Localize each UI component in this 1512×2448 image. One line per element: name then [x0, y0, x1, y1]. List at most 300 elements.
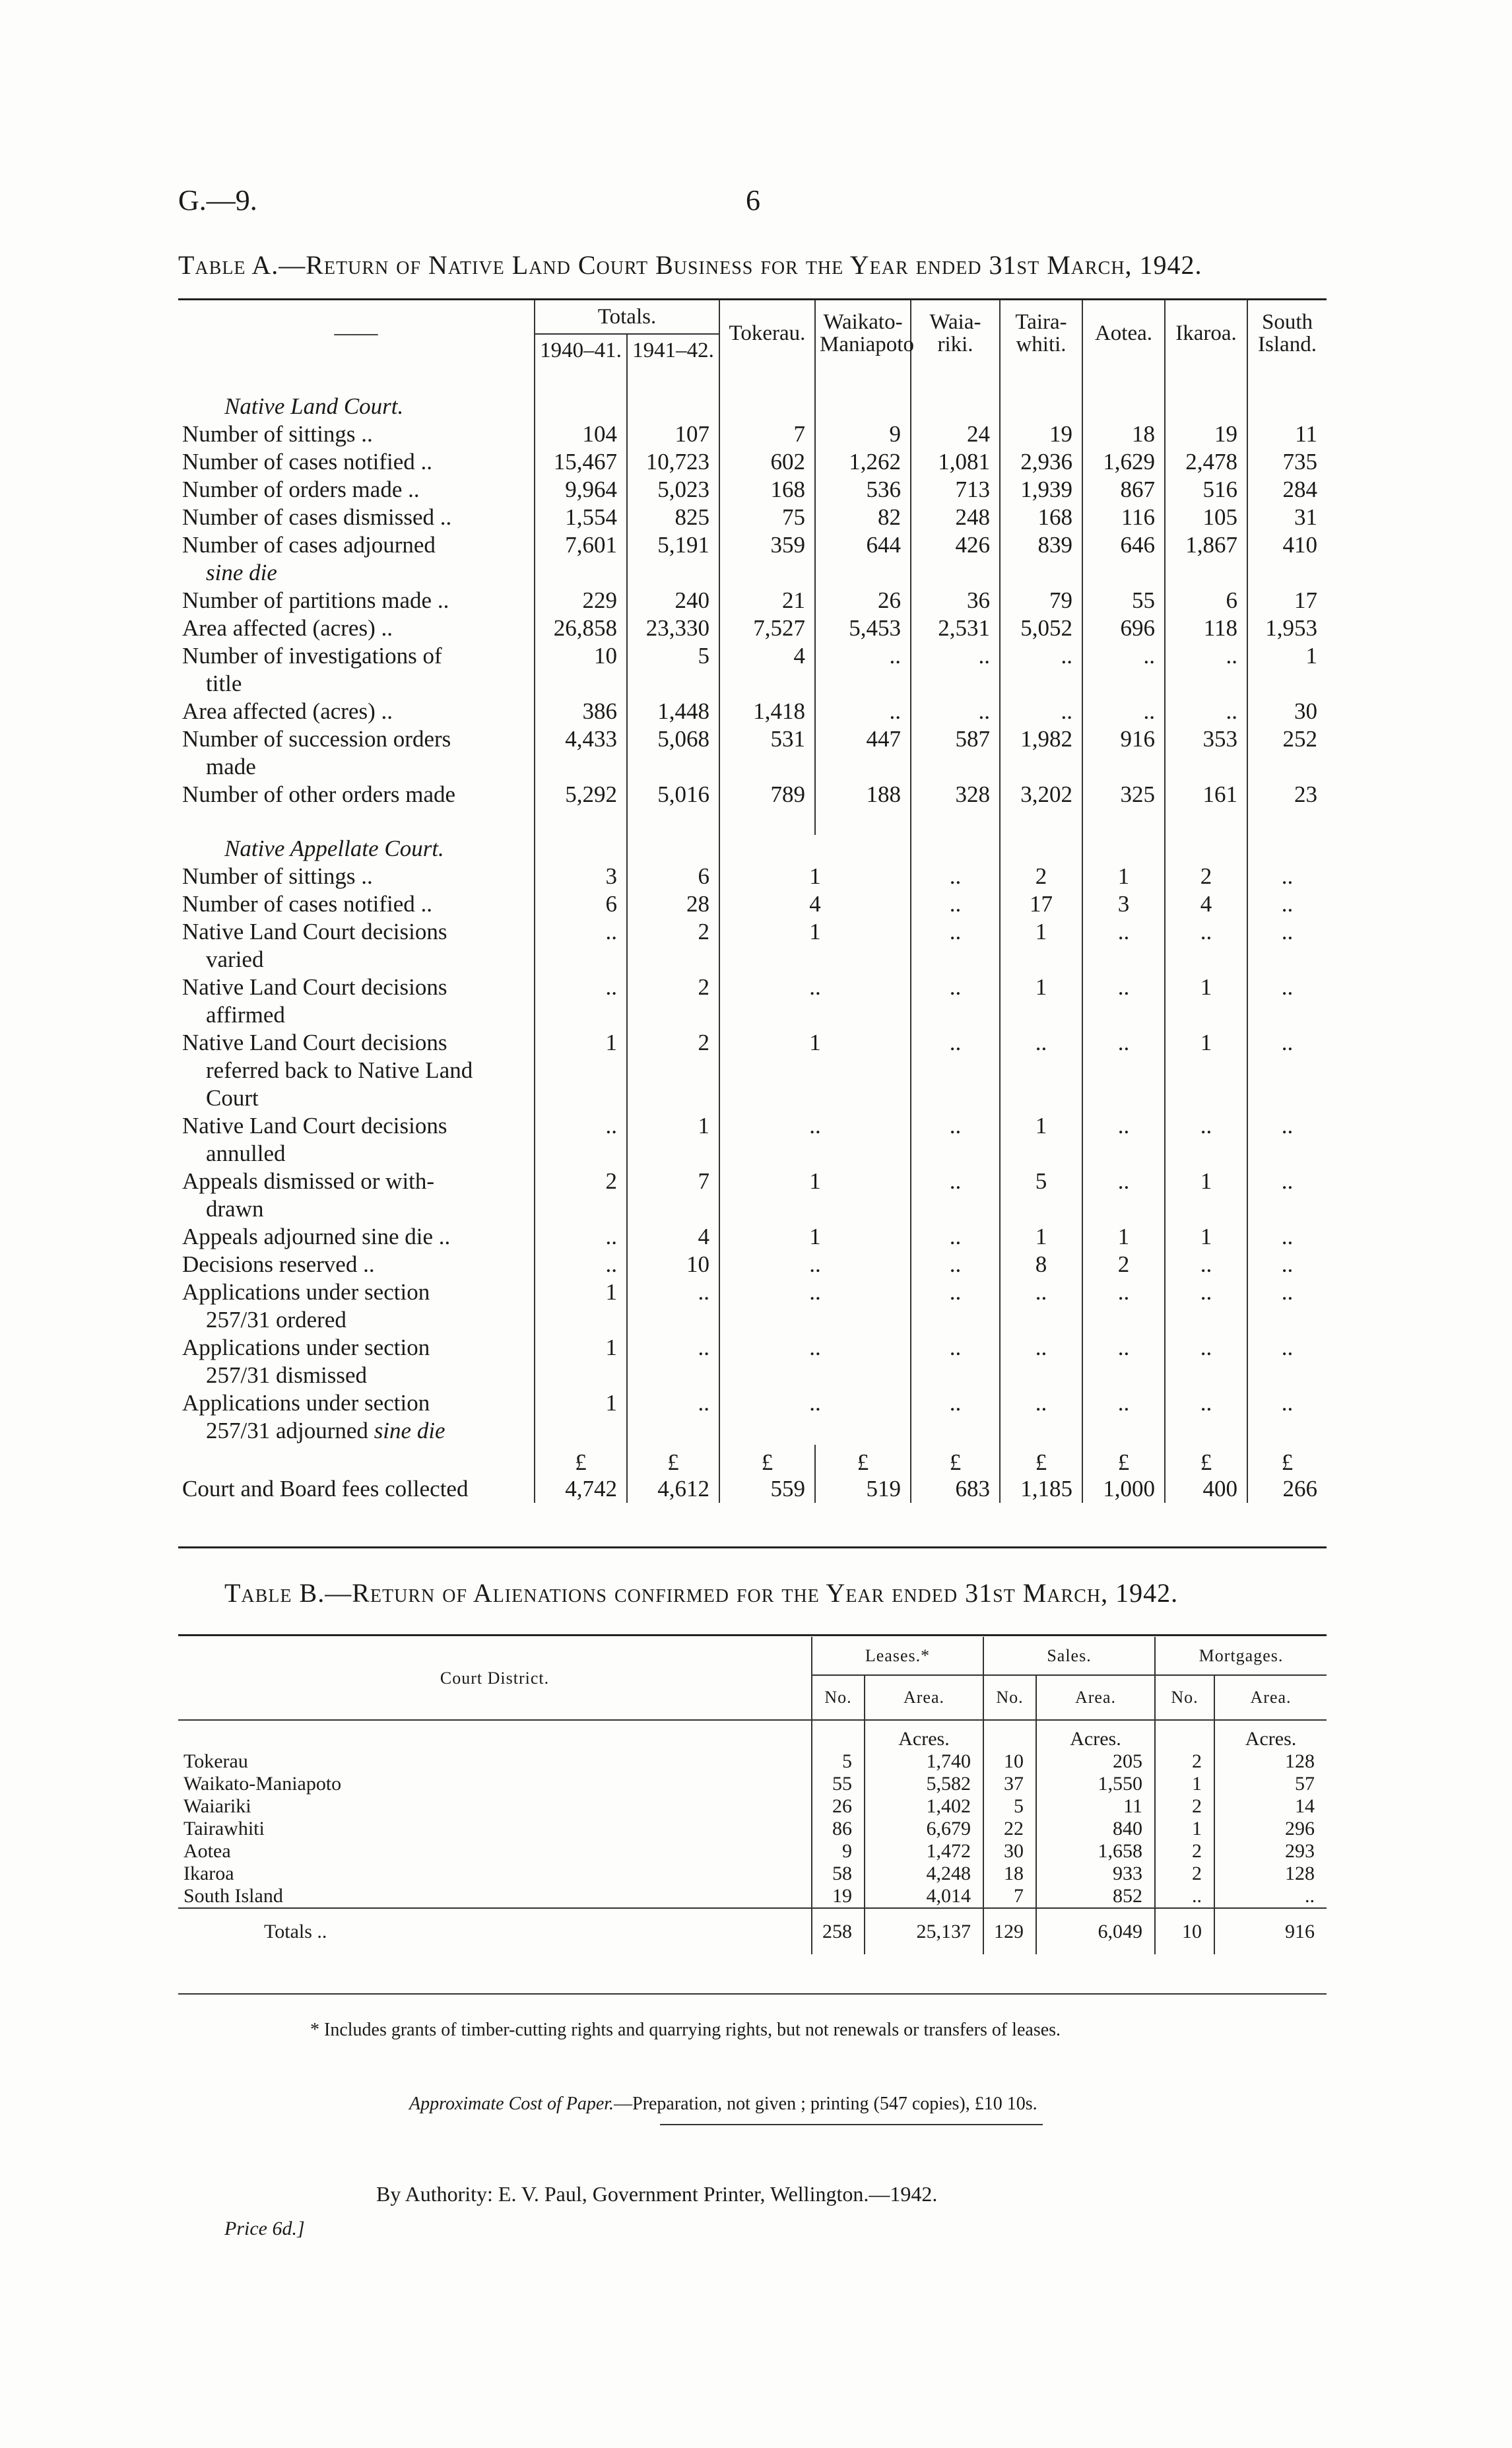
cell-value: 128 — [1214, 1750, 1327, 1773]
fees-value: 400 — [1165, 1475, 1247, 1503]
table-row — [178, 476, 1327, 504]
column-header-tairawhiti: Taira-whiti. — [1000, 300, 1082, 366]
table-b — [178, 1637, 1327, 1954]
cell-value-merged: 1 — [719, 918, 911, 974]
cell-value: 2 — [535, 1168, 627, 1223]
cell-value: 1 — [1000, 1112, 1082, 1168]
cell-value: 839 — [1000, 531, 1082, 587]
cost-of-paper-label: Approximate Cost of Paper. — [409, 2094, 614, 2114]
row-label-line: Number of sittings .. — [182, 421, 373, 447]
cell-value: 15,467 — [535, 448, 627, 476]
cell-value: 30 — [1247, 698, 1327, 725]
cell-value: 248 — [911, 504, 1000, 531]
cell-value: 531 — [719, 725, 815, 781]
table-row — [178, 698, 1327, 725]
cell-value: .. — [1082, 1168, 1165, 1223]
district-row — [178, 1795, 1327, 1818]
cell-value: 325 — [1082, 781, 1165, 809]
row-label-continuation: referred back to Native Land — [206, 1057, 473, 1083]
cell-value-merged: .. — [719, 1334, 911, 1389]
cell-value: 1,554 — [535, 504, 627, 531]
cell-value: 1,740 — [865, 1750, 983, 1773]
cell-value: 1 — [535, 1389, 627, 1445]
cell-value-merged: 1 — [719, 1168, 911, 1223]
leases-no-header: No. — [812, 1675, 865, 1720]
cell-value: 5,016 — [627, 781, 719, 809]
cell-value: 6 — [627, 863, 719, 890]
row-label — [178, 725, 535, 781]
cell-value: .. — [1165, 1334, 1247, 1389]
cell-value: 55 — [1082, 587, 1165, 614]
cell-value: 107 — [627, 420, 719, 448]
cell-value: 252 — [1247, 725, 1327, 781]
cell-value: 55 — [812, 1773, 865, 1795]
table-b-caption: Table B.—Return of Alienations confirmed for the Year ended 31st March, 1942. — [224, 1578, 1179, 1608]
cell-value: 587 — [911, 725, 1000, 781]
cell-value: 1,550 — [1036, 1773, 1155, 1795]
cell-value: .. — [911, 1251, 1000, 1278]
cell-value: 1,262 — [815, 448, 911, 476]
table-row — [178, 1223, 1327, 1251]
row-label-line: Number of sittings .. — [182, 863, 373, 889]
cell-value: 1,939 — [1000, 476, 1082, 504]
district-name-text: Aotea — [183, 1840, 231, 1862]
district-row — [178, 1885, 1327, 1908]
cell-value: .. — [815, 698, 911, 725]
district-row — [178, 1773, 1327, 1795]
row-label-line: Native Land Court decisions — [182, 919, 447, 944]
row-label-line: Area affected (acres) .. — [182, 615, 393, 641]
cost-of-paper-text: —Preparation, not given ; printing (547 copies), £10 10s. — [614, 2094, 1037, 2114]
cell-value: 5,023 — [627, 476, 719, 504]
cell-value: .. — [535, 918, 627, 974]
cell-value: 602 — [719, 448, 815, 476]
cell-value: 5,191 — [627, 531, 719, 587]
cell-value: 31 — [1247, 504, 1327, 531]
cell-value-merged: .. — [719, 1251, 911, 1278]
cell-value: 118 — [1165, 614, 1247, 642]
cell-value: 840 — [1036, 1818, 1155, 1840]
cell-value: .. — [1082, 1334, 1165, 1389]
cell-value: .. — [1000, 1029, 1082, 1112]
totals-value: 129 — [983, 1908, 1036, 1954]
cell-value: 21 — [719, 587, 815, 614]
mortgages-no-header: No. — [1155, 1675, 1214, 1720]
row-label — [178, 698, 535, 725]
row-label-line: Number of other orders made — [182, 781, 456, 807]
row-label-line: Applications under section — [182, 1335, 430, 1360]
cell-value: .. — [1165, 698, 1247, 725]
totals-value: 6,049 — [1036, 1908, 1155, 1954]
cell-value: .. — [535, 1112, 627, 1168]
row-label-continuation: 257/31 ordered — [206, 1307, 346, 1333]
row-label-line: Appeals adjourned sine die .. — [182, 1224, 451, 1249]
report-reference: G.—9. — [178, 184, 257, 216]
column-header-totals: Totals. — [535, 300, 719, 334]
column-header-1940-41: 1940–41. — [535, 334, 627, 366]
cell-value: 2,531 — [911, 614, 1000, 642]
row-label — [178, 1278, 535, 1334]
cell-value: 28 — [627, 890, 719, 918]
table-row — [178, 448, 1327, 476]
pound-sign: £ — [1082, 1445, 1165, 1475]
row-label-continuation: drawn — [206, 1196, 264, 1222]
table-row — [178, 863, 1327, 890]
fees-value: 4,612 — [627, 1475, 719, 1503]
cell-value: .. — [1082, 698, 1165, 725]
cell-value-merged: .. — [719, 974, 911, 1029]
cell-value: .. — [1082, 642, 1165, 698]
fees-value: 559 — [719, 1475, 815, 1503]
cell-value: 10 — [627, 1251, 719, 1278]
row-label — [178, 587, 535, 614]
cell-value: 1 — [1000, 974, 1082, 1029]
cell-value: 1,081 — [911, 448, 1000, 476]
column-header-south-island: South Island. — [1247, 300, 1327, 366]
cell-value: 104 — [535, 420, 627, 448]
column-header-waikato: Waikato-Maniapoto — [815, 300, 911, 366]
cell-value: 7,601 — [535, 531, 627, 587]
mortgages-acres-unit: Acres. — [1214, 1720, 1327, 1750]
cell-value: 735 — [1247, 448, 1327, 476]
row-label-line: Applications under section — [182, 1279, 430, 1305]
cell-value: 1 — [1165, 974, 1247, 1029]
cell-value: 3 — [1082, 890, 1165, 918]
cell-value-merged: .. — [719, 1278, 911, 1334]
cell-value: .. — [1247, 1223, 1327, 1251]
row-label — [178, 1251, 535, 1278]
cell-value-merged: .. — [719, 1112, 911, 1168]
row-label — [178, 890, 535, 918]
price-label: Price 6d.] — [224, 2218, 305, 2239]
table-row — [178, 614, 1327, 642]
table-row — [178, 1112, 1327, 1168]
table-row — [178, 781, 1327, 809]
government-printer-imprint: By Authority: E. V. Paul, Government Printer, Wellington.—1942. — [376, 2182, 938, 2206]
cell-value: .. — [1082, 1029, 1165, 1112]
row-label-line: Number of partitions made .. — [182, 587, 449, 613]
cell-value: 57 — [1214, 1773, 1327, 1795]
cell-value: 1 — [1155, 1773, 1214, 1795]
cell-value: 161 — [1165, 781, 1247, 809]
cell-value: 2 — [1165, 863, 1247, 890]
cell-value: 23 — [1247, 781, 1327, 809]
cell-value: .. — [911, 1334, 1000, 1389]
row-label-continuation: varied — [206, 946, 264, 972]
leases-acres-unit: Acres. — [865, 1720, 983, 1750]
cell-value: .. — [1082, 1112, 1165, 1168]
cell-value: 5,453 — [815, 614, 911, 642]
cell-value: .. — [911, 974, 1000, 1029]
cell-value: 1,402 — [865, 1795, 983, 1818]
cell-value: 867 — [1082, 476, 1165, 504]
table-row — [178, 1334, 1327, 1389]
cell-value: 1 — [1247, 642, 1327, 698]
cell-value: 825 — [627, 504, 719, 531]
cell-value: 9 — [815, 420, 911, 448]
cell-value: .. — [1082, 918, 1165, 974]
cell-value-merged: .. — [719, 1389, 911, 1445]
cell-value: 6 — [1165, 587, 1247, 614]
cell-value: 2 — [1082, 1251, 1165, 1278]
cell-value: 11 — [1247, 420, 1327, 448]
cell-value-merged: 4 — [719, 890, 911, 918]
cell-value-merged: 1 — [719, 1223, 911, 1251]
fees-label: Court and Board fees collected — [182, 1476, 469, 1502]
table-b-footnote: * Includes grants of timber-cutting rights and quarrying rights, but not renewals or transfers of leases. — [310, 2020, 1061, 2040]
cell-value: 852 — [1036, 1885, 1155, 1908]
table-row — [178, 1168, 1327, 1223]
table-row — [178, 1251, 1327, 1278]
leases-area-header: Area. — [865, 1675, 983, 1720]
cell-value: 22 — [983, 1818, 1036, 1840]
district-name-text: Waikato-Maniapoto — [183, 1773, 342, 1795]
cell-value: 5,292 — [535, 781, 627, 809]
district-name — [178, 1773, 812, 1795]
district-name — [178, 1863, 812, 1885]
cost-of-paper-note — [409, 2094, 1037, 2115]
column-header-blank: —— — [334, 321, 378, 345]
table-a-bottom-rule — [178, 1546, 1327, 1548]
cell-value: 284 — [1247, 476, 1327, 504]
district-name — [178, 1795, 812, 1818]
row-label-line: Decisions reserved .. — [182, 1251, 375, 1277]
row-label-line: Native Land Court decisions — [182, 974, 447, 1000]
fees-value: 683 — [911, 1475, 1000, 1503]
cell-value: .. — [1247, 918, 1327, 974]
cell-value: 2 — [1155, 1795, 1214, 1818]
cell-value: 6,679 — [865, 1818, 983, 1840]
pound-sign: £ — [1165, 1445, 1247, 1475]
row-label — [178, 1112, 535, 1168]
district-name-text: Tairawhiti — [183, 1818, 265, 1839]
cell-value: .. — [1082, 974, 1165, 1029]
cell-value: 696 — [1082, 614, 1165, 642]
column-header-tokerau: Tokerau. — [719, 300, 815, 366]
row-label — [178, 1029, 535, 1112]
district-name-text: Tokerau — [183, 1750, 248, 1772]
column-header-aotea: Aotea. — [1082, 300, 1165, 366]
district-name — [178, 1750, 812, 1773]
cell-value: .. — [911, 642, 1000, 698]
cell-value: 1 — [1082, 1223, 1165, 1251]
totals-value: 10 — [1155, 1908, 1214, 1954]
pound-sign: £ — [719, 1445, 815, 1475]
fees-value: 1,000 — [1082, 1475, 1165, 1503]
row-label — [178, 448, 535, 476]
cell-value: .. — [535, 1223, 627, 1251]
pound-sign: £ — [627, 1445, 719, 1475]
totals-row — [178, 1908, 1327, 1954]
table-row — [178, 531, 1327, 587]
cell-value: .. — [1165, 918, 1247, 974]
cell-value: .. — [1165, 642, 1247, 698]
cell-value: 1,658 — [1036, 1840, 1155, 1863]
blank — [178, 1445, 535, 1475]
cell-value: .. — [911, 1223, 1000, 1251]
cell-value: 18 — [983, 1863, 1036, 1885]
row-label-continuation: made — [206, 754, 256, 779]
row-label-line: Area affected (acres) .. — [182, 698, 393, 724]
cell-value: 9 — [812, 1840, 865, 1863]
pound-sign-row — [178, 1445, 1327, 1475]
row-label — [178, 1168, 535, 1223]
row-label — [178, 1334, 535, 1389]
leases-header: Leases.* — [812, 1637, 983, 1675]
cell-value: .. — [1247, 863, 1327, 890]
cell-value: 8 — [1000, 1251, 1082, 1278]
cell-value: 296 — [1214, 1818, 1327, 1840]
cell-value: 5,052 — [1000, 614, 1082, 642]
table-row — [178, 504, 1327, 531]
row-label — [178, 531, 535, 587]
cell-value: 75 — [719, 504, 815, 531]
cell-value: 105 — [1165, 504, 1247, 531]
cell-value: 5 — [983, 1795, 1036, 1818]
cell-value: .. — [1082, 1278, 1165, 1334]
district-name-text: South Island — [183, 1885, 283, 1907]
sales-header: Sales. — [983, 1637, 1155, 1675]
row-label — [178, 614, 535, 642]
cell-value: 19 — [1000, 420, 1082, 448]
sales-acres-unit: Acres. — [1036, 1720, 1155, 1750]
district-name-text: Ikaroa — [183, 1863, 234, 1884]
cell-value: 1 — [627, 1112, 719, 1168]
fees-value: 266 — [1247, 1475, 1327, 1503]
row-label-continuation: title — [206, 671, 242, 696]
cell-value: 5,068 — [627, 725, 719, 781]
cell-value: 3,202 — [1000, 781, 1082, 809]
cell-value: .. — [911, 863, 1000, 890]
cell-value: 116 — [1082, 504, 1165, 531]
row-label — [178, 781, 535, 809]
cell-value: 10 — [535, 642, 627, 698]
cell-value: 17 — [1000, 890, 1082, 918]
cell-value: 789 — [719, 781, 815, 809]
table-row — [178, 420, 1327, 448]
cell-value: 11 — [1036, 1795, 1155, 1818]
cell-value: 2 — [627, 974, 719, 1029]
row-label-continuation: affirmed — [206, 1002, 285, 1028]
cell-value: .. — [1000, 642, 1082, 698]
cell-value-merged: 1 — [719, 863, 911, 890]
totals-value: 25,137 — [865, 1908, 983, 1954]
table-row — [178, 642, 1327, 698]
cell-value: 1 — [535, 1334, 627, 1389]
cell-value: 1 — [1000, 1223, 1082, 1251]
sales-area-header: Area. — [1036, 1675, 1155, 1720]
cell-value: 1 — [1082, 863, 1165, 890]
cell-value: .. — [627, 1334, 719, 1389]
row-label-continuation: annulled — [206, 1141, 286, 1166]
cell-value: 6 — [535, 890, 627, 918]
row-label-line: Number of investigations of — [182, 643, 442, 669]
cell-value: 4 — [719, 642, 815, 698]
row-label-continuation: 257/31 dismissed — [206, 1362, 368, 1388]
row-label — [178, 918, 535, 974]
cell-value: .. — [1247, 1112, 1327, 1168]
row-label-line: Number of cases notified .. — [182, 891, 433, 917]
cell-value: 30 — [983, 1840, 1036, 1863]
cell-value: 58 — [812, 1863, 865, 1885]
sales-no-header: No. — [983, 1675, 1036, 1720]
table-row — [178, 974, 1327, 1029]
district-name — [178, 1840, 812, 1863]
cell-value: 353 — [1165, 725, 1247, 781]
cell-value: 1,418 — [719, 698, 815, 725]
cell-value: 2 — [1000, 863, 1082, 890]
fees-row — [178, 1475, 1327, 1503]
cell-value: 128 — [1214, 1863, 1327, 1885]
cell-value: 229 — [535, 587, 627, 614]
column-header-waiariki: Waia-riki. — [911, 300, 1000, 366]
row-label — [178, 1223, 535, 1251]
cell-value: 4,014 — [865, 1885, 983, 1908]
cell-value: 17 — [1247, 587, 1327, 614]
cell-value: .. — [911, 1029, 1000, 1112]
cell-value: 4 — [627, 1223, 719, 1251]
cell-value: 1 — [1155, 1818, 1214, 1840]
cell-value-merged: 1 — [719, 1029, 911, 1112]
pound-sign: £ — [1000, 1445, 1082, 1475]
row-label-continuation: sine die — [206, 560, 277, 585]
cell-value: 646 — [1082, 531, 1165, 587]
cell-value: 2,936 — [1000, 448, 1082, 476]
row-label — [178, 1389, 535, 1445]
cell-value: .. — [1000, 1334, 1082, 1389]
cell-value: 1,448 — [627, 698, 719, 725]
cell-value: 4,248 — [865, 1863, 983, 1885]
cell-value: 1,867 — [1165, 531, 1247, 587]
cell-value: 205 — [1036, 1750, 1155, 1773]
cell-value: 168 — [719, 476, 815, 504]
row-label — [178, 642, 535, 698]
cell-value: 2 — [1155, 1750, 1214, 1773]
cell-value: 19 — [812, 1885, 865, 1908]
cell-value: .. — [1247, 1389, 1327, 1445]
cell-value: .. — [1165, 1251, 1247, 1278]
cell-value: 37 — [983, 1773, 1036, 1795]
row-label-continuation: 257/31 adjourned sine die — [206, 1418, 445, 1443]
table-row — [178, 1029, 1327, 1112]
cell-value: 7 — [719, 420, 815, 448]
cell-value: .. — [1082, 1389, 1165, 1445]
row-label — [178, 476, 535, 504]
row-label-line: Native Land Court decisions — [182, 1113, 447, 1139]
cell-value: 9,964 — [535, 476, 627, 504]
totals-value: 258 — [812, 1908, 865, 1954]
pound-sign: £ — [911, 1445, 1000, 1475]
pound-sign: £ — [535, 1445, 627, 1475]
cell-value: .. — [627, 1389, 719, 1445]
cell-value: 1,629 — [1082, 448, 1165, 476]
cell-value: .. — [1000, 1389, 1082, 1445]
cell-value: .. — [535, 974, 627, 1029]
cell-value: 1 — [1165, 1168, 1247, 1223]
row-label — [178, 863, 535, 890]
column-header-ikaroa: Ikaroa. — [1165, 300, 1247, 366]
table-row — [178, 587, 1327, 614]
cell-value: .. — [815, 642, 911, 698]
cell-value: 5 — [1000, 1168, 1082, 1223]
cell-value: 7,527 — [719, 614, 815, 642]
table-a-caption: Table A.—Return of Native Land Court Business for the Year ended 31st March, 1942. — [178, 250, 1202, 280]
district-name-text: Waiariki — [183, 1795, 251, 1817]
table-row — [178, 1389, 1327, 1445]
district-row — [178, 1818, 1327, 1840]
cell-value: 328 — [911, 781, 1000, 809]
cell-value: .. — [911, 1389, 1000, 1445]
